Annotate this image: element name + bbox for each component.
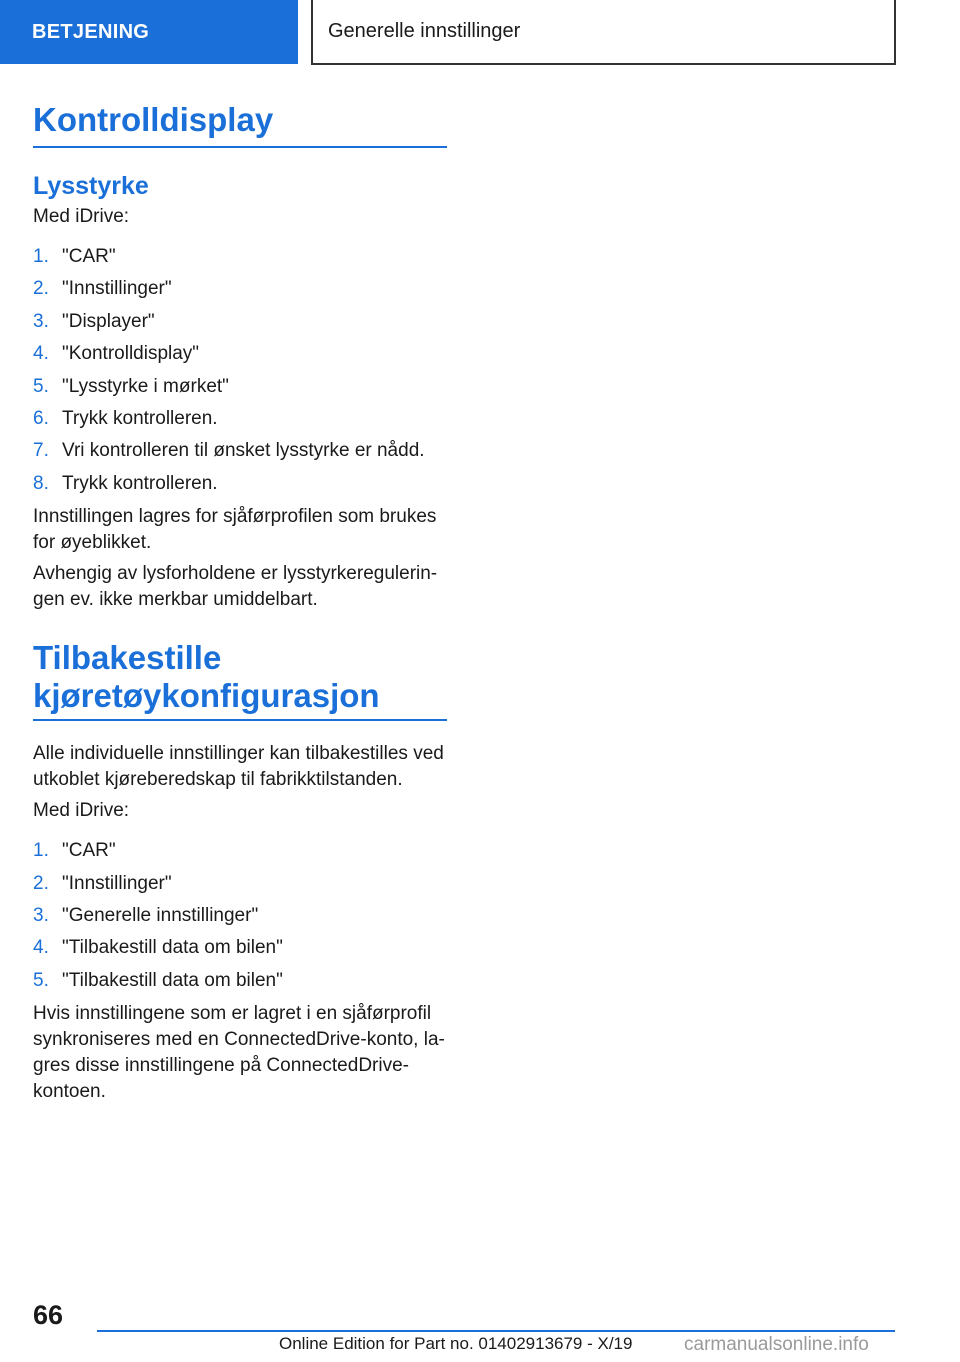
light-conditions-note: Avhengig av lysforholdene er lysstyrkeregulerin-gen ev. ikke merkbar umiddelbart. [33, 563, 438, 611]
step-number: 5. [33, 969, 49, 991]
list-item [33, 468, 447, 500]
section-title-reset-config: Tilbakestille kjøretøykonfigurasjon [33, 639, 447, 721]
brightness-steps-list [33, 241, 447, 500]
section-title-kontrolldisplay: Kontrolldisplay [33, 100, 447, 148]
step-number: 2. [33, 872, 49, 894]
list-item [33, 965, 447, 997]
list-item [33, 338, 447, 370]
idrive-intro: Med iDrive: [33, 800, 130, 822]
step-number: 4. [33, 937, 49, 959]
header-chapter-label: Generelle innstillinger [311, 0, 896, 65]
list-item [33, 371, 447, 403]
idrive-intro: Med iDrive: [33, 206, 130, 227]
list-item [33, 900, 447, 932]
step-number: 3. [33, 310, 49, 332]
step-number: 6. [33, 408, 49, 430]
footer-edition: Online Edition for Part no. 01402913679 - X/19 [279, 1334, 633, 1353]
list-item [33, 435, 447, 467]
step-number: 8. [33, 472, 49, 494]
step-text: "CAR" [62, 840, 116, 862]
step-number: 3. [33, 905, 49, 927]
header-section-label: BETJENING [0, 0, 298, 64]
step-number: 4. [33, 343, 49, 365]
step-text: "CAR" [62, 246, 116, 267]
step-number: 5. [33, 375, 49, 397]
page-content [33, 100, 447, 1110]
step-number: 1. [33, 840, 49, 862]
footer-divider [97, 1330, 895, 1332]
list-item [33, 868, 447, 900]
step-text: "Kontrolldisplay" [62, 343, 200, 365]
step-text: "Innstillinger" [62, 872, 172, 894]
step-text: Trykk kontrolleren. [62, 472, 218, 494]
step-text: Trykk kontrolleren. [62, 408, 218, 430]
connecteddrive-note: Hvis innstillingene som er lagret i en sjåførprofil synkroniseres med en ConnectedDrive-konto, la-gres disse innstillingene på ConnectedDrive-kontoen. [33, 1003, 445, 1103]
step-text: "Displayer" [62, 310, 155, 332]
step-text: "Generelle innstillinger" [62, 905, 259, 927]
step-text: Vri kontrolleren til ønsket lysstyrke er nådd. [62, 440, 425, 462]
subsection-title-lysstyrke: Lysstyrke [33, 172, 149, 200]
step-text: "Tilbakestill data om bilen" [62, 969, 283, 991]
list-item [33, 932, 447, 964]
page-number: 66 [33, 1300, 64, 1330]
watermark: carmanualsonline.info [684, 1334, 869, 1355]
step-number: 7. [33, 440, 49, 462]
step-number: 2. [33, 278, 49, 300]
list-item [33, 835, 447, 867]
list-item [33, 306, 447, 338]
profile-note: Innstillingen lagres for sjåførprofilen som brukes for øyeblikket. [33, 506, 437, 554]
step-text: "Innstillinger" [62, 278, 172, 300]
list-item [33, 241, 447, 273]
list-item [33, 273, 447, 305]
list-item [33, 403, 447, 435]
step-text: "Lysstyrke i mørket" [62, 375, 229, 397]
reset-description: Alle individuelle innstillinger kan tilbakestilles ved utkoblet kjøreberedskap til fabrikktilstanden. [33, 743, 444, 791]
reset-steps-list [33, 835, 447, 997]
step-number: 1. [33, 246, 49, 267]
step-text: "Tilbakestill data om bilen" [62, 937, 283, 959]
